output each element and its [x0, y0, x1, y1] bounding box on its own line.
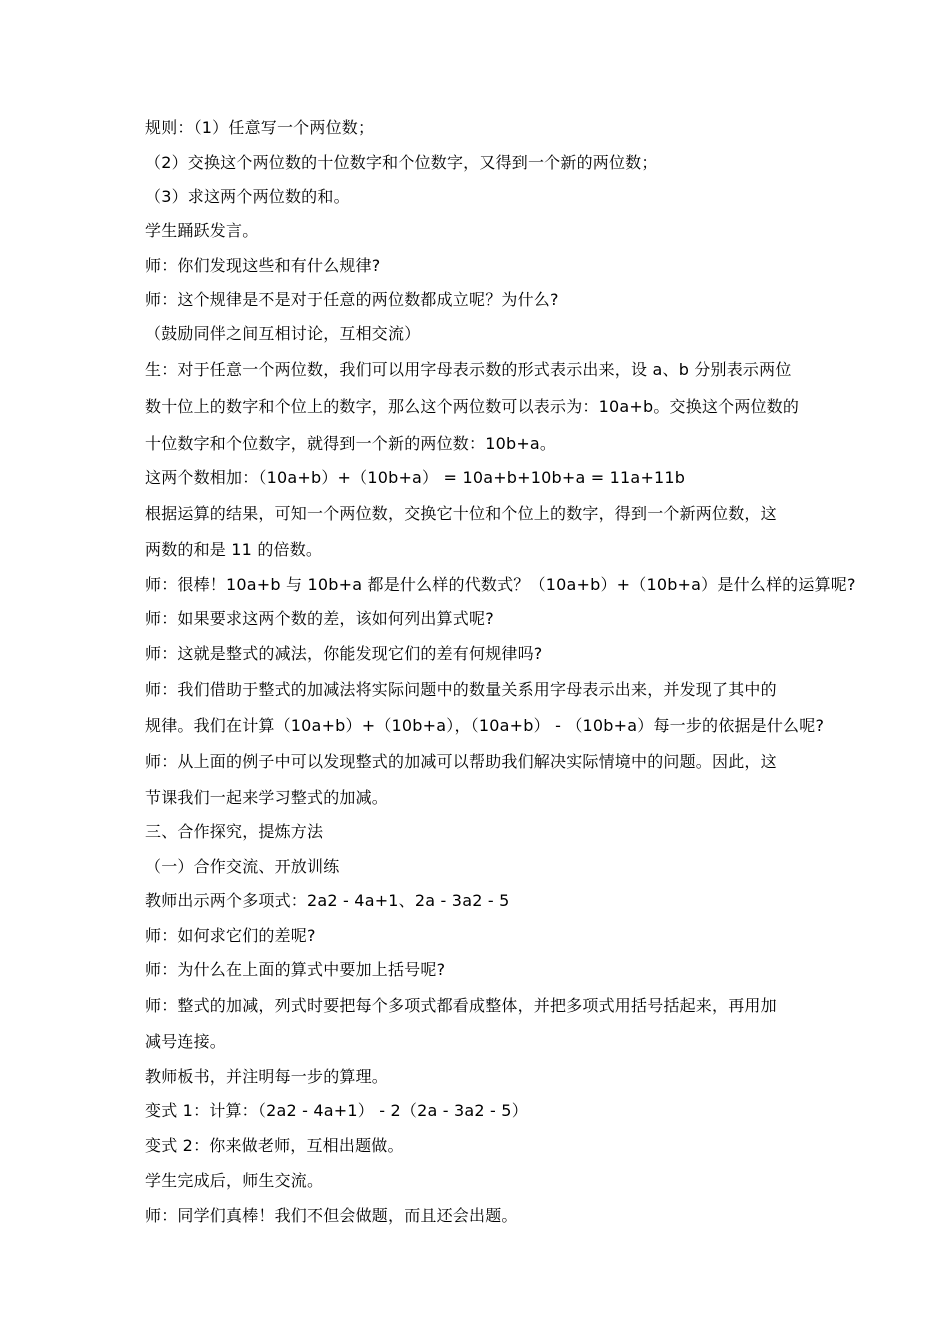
paragraph-line: 数十位上的数字和个位上的数字，那么这个两位数可以表示为：10a+b。交换这个两位数的 — [145, 397, 800, 416]
paragraph-line: 两数的和是 11 的倍数。 — [145, 540, 323, 559]
teacher-line: 师：同学们真棒！我们不但会做题，而且还会出题。 — [145, 1206, 518, 1225]
paragraph-line: 十位数字和个位数字，就得到一个新的两位数：10b+a。 — [145, 434, 557, 453]
teacher-line: 师：整式的加减，列式时要把每个多项式都看成整体，并把多项式用括号括起来，再用加 — [145, 996, 777, 1015]
paragraph-line: 节课我们一起来学习整式的加减。 — [145, 788, 389, 807]
subsection-heading: （一）合作交流、开放训练 — [145, 857, 340, 876]
teacher-line: 师：我们借助于整式的加减法将实际问题中的数量关系用字母表示出来，并发现了其中的 — [145, 680, 777, 699]
paragraph-line: 教师出示两个多项式：2a2 - 4a+1、2a - 3a2 - 5 — [145, 891, 510, 910]
paragraph-line: 规律。我们在计算（10a+b）+（10b+a），（10a+b） - （10b+a）每一步的依据是什么呢? — [145, 716, 825, 735]
rule-line-3: （3）求这两个两位数的和。 — [145, 187, 350, 206]
equation-line: 这两个数相加：（10a+b）+（10b+a） = 10a+b+10b+a = 11a+11b — [145, 468, 686, 487]
teacher-line: 师：这就是整式的减法，你能发现它们的差有何规律吗? — [145, 644, 543, 663]
teacher-line: 师：为什么在上面的算式中要加上括号呢? — [145, 960, 446, 979]
teacher-line: 师：你们发现这些和有什么规律? — [145, 256, 381, 275]
paragraph-line: 学生完成后，师生交流。 — [145, 1171, 324, 1190]
student-line: 生：对于任意一个两位数，我们可以用字母表示数的形式表示出来，设 a、b 分别表示两位 — [145, 360, 792, 379]
exercise-line: 变式 2：你来做老师，互相出题做。 — [145, 1136, 404, 1155]
rule-line-1: 规则：（1）任意写一个两位数； — [145, 118, 375, 137]
teacher-line: 师：这个规律是不是对于任意的两位数都成立呢？为什么? — [145, 290, 559, 309]
paragraph-line: 根据运算的结果，可知一个两位数，交换它十位和个位上的数字，得到一个新两位数，这 — [145, 504, 777, 523]
paragraph-line: 减号连接。 — [145, 1032, 227, 1051]
teacher-line: 师：从上面的例子中可以发现整式的加减可以帮助我们解决实际情境中的问题。因此，这 — [145, 752, 777, 771]
paragraph-line: （鼓励同伴之间互相讨论，互相交流） — [145, 324, 421, 343]
section-heading: 三、合作探究，提炼方法 — [145, 822, 324, 841]
teacher-line: 师：如何求它们的差呢? — [145, 926, 316, 945]
exercise-line: 变式 1：计算：（2a2 - 4a+1） - 2（2a - 3a2 - 5） — [145, 1101, 528, 1120]
teacher-line: 师：很棒！10a+b 与 10b+a 都是什么样的代数式？（10a+b）+（10b+a）是什么样的运算呢? — [145, 575, 856, 594]
paragraph-line: 学生踊跃发言。 — [145, 221, 259, 240]
rule-line-2: （2）交换这个两位数的十位数字和个位数字，又得到一个新的两位数； — [145, 153, 658, 172]
paragraph-line: 教师板书，并注明每一步的算理。 — [145, 1067, 389, 1086]
teacher-line: 师：如果要求这两个数的差，该如何列出算式呢? — [145, 609, 494, 628]
